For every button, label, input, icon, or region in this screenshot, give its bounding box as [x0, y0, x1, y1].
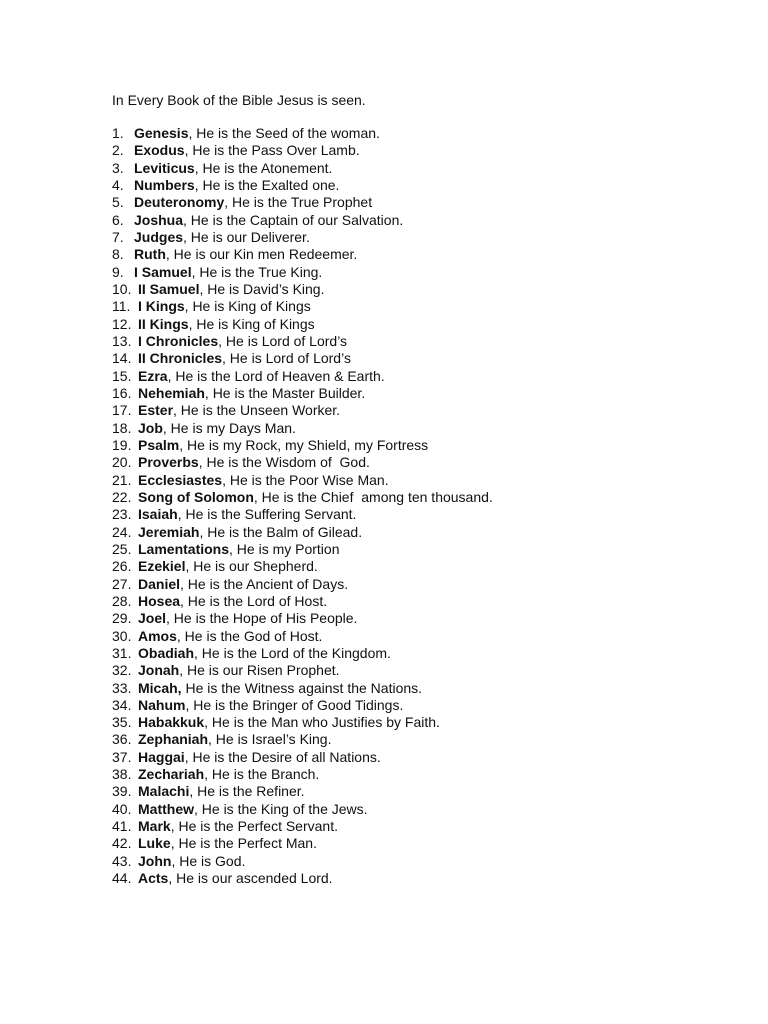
book-name: Nahum: [138, 696, 186, 713]
item-number: 15.: [112, 367, 132, 384]
book-description: , He is the True King.: [191, 263, 323, 280]
book-description: , He is the Exalted one.: [194, 176, 340, 193]
book-name: Hosea: [138, 592, 181, 609]
item-number: 7.: [112, 228, 124, 245]
book-name: Deuteronomy: [134, 194, 225, 211]
list-item: [112, 541, 752, 558]
list-item: [112, 420, 752, 437]
item-number: 28.: [112, 592, 132, 609]
book-name: Malachi: [138, 783, 190, 800]
book-name: Matthew: [138, 800, 194, 817]
list-item: [112, 333, 752, 350]
book-name: Judges: [134, 228, 184, 245]
book-name: Exodus: [134, 142, 185, 159]
document-heading: In Every Book of the Bible Jesus is seen.: [112, 92, 366, 108]
book-description: , He is David’s King.: [199, 280, 325, 297]
item-number: 14.: [112, 350, 132, 367]
book-name: Habakkuk: [138, 714, 205, 731]
list-item: [112, 437, 752, 454]
book-name: Ezra: [138, 367, 168, 384]
book-name: Leviticus: [134, 159, 195, 176]
item-number: 27.: [112, 575, 132, 592]
book-name: Zechariah: [138, 766, 205, 783]
book-name: Ruth: [134, 246, 166, 263]
book-name: Jonah: [138, 662, 180, 679]
list-item: [112, 835, 752, 852]
item-number: 10.: [112, 280, 132, 297]
item-number: 2.: [112, 142, 124, 159]
book-name: Luke: [138, 835, 171, 852]
book-description: , He is our Deliverer.: [183, 228, 310, 245]
list-item: [112, 818, 752, 835]
list-item: [112, 246, 752, 263]
list-item: [112, 801, 752, 818]
item-number: 9.: [112, 263, 124, 280]
item-number: 38.: [112, 766, 132, 783]
book-name: Nehemiah: [138, 384, 205, 401]
item-number: 39.: [112, 783, 132, 800]
item-number: 23.: [112, 506, 132, 523]
book-name: Genesis: [134, 125, 189, 141]
list-item: [112, 680, 752, 697]
book-description: , He is the King of the Jews.: [194, 800, 368, 817]
book-name: I Chronicles: [138, 332, 219, 349]
book-name: Ecclesiastes: [138, 471, 223, 488]
item-number: 1.: [112, 125, 124, 141]
book-list: [112, 125, 752, 887]
book-description: , He is my Rock, my Shield, my Fortress: [179, 436, 429, 453]
list-item: [112, 524, 752, 541]
book-description: He is the Witness against the Nations.: [181, 679, 423, 696]
item-number: 35.: [112, 714, 132, 731]
list-item: [112, 298, 752, 315]
list-item: [112, 281, 752, 298]
document-page: [112, 91, 752, 887]
item-number: 40.: [112, 800, 132, 817]
item-number: 6.: [112, 211, 124, 228]
list-item: [112, 697, 752, 714]
item-number: 26.: [112, 558, 132, 575]
book-description: , He is the Perfect Servant.: [170, 818, 338, 835]
item-number: 13.: [112, 332, 132, 349]
book-description: , He is our ascended Lord.: [168, 870, 333, 887]
book-description: , He is my Portion: [229, 540, 340, 557]
book-description: , He is the Chief among ten thousand.: [253, 488, 493, 505]
book-description: , He is the Lord of the Kingdom.: [194, 644, 391, 661]
book-description: , He is our Shepherd.: [185, 558, 318, 575]
list-item: [112, 628, 752, 645]
list-item: [112, 489, 752, 506]
book-description: , He is the Desire of all Nations.: [184, 748, 381, 765]
item-number: 24.: [112, 523, 132, 540]
book-description: , He is King of Kings: [184, 298, 311, 315]
book-name: I Kings: [138, 298, 185, 315]
book-description: , He is the Hope of His People.: [166, 610, 358, 627]
book-description: , He is Lord of Lord’s: [218, 332, 348, 349]
book-description: , He is the Wisdom of God.: [198, 454, 370, 471]
item-number: 43.: [112, 852, 132, 869]
list-item: [112, 316, 752, 333]
book-name: II Kings: [138, 315, 189, 332]
book-description: , He is the True Prophet: [224, 194, 373, 211]
list-item: [112, 402, 752, 419]
list-item: [112, 194, 752, 211]
book-description: , He is the Man who Justifies by Faith.: [204, 714, 440, 731]
list-item: [112, 766, 752, 783]
item-number: 33.: [112, 679, 132, 696]
book-description: , He is the Bringer of Good Tidings.: [185, 696, 404, 713]
item-number: 4.: [112, 176, 124, 193]
list-item: [112, 125, 752, 142]
item-number: 34.: [112, 696, 132, 713]
list-item: [112, 853, 752, 870]
list-item: [112, 385, 752, 402]
item-number: 11.: [112, 298, 131, 315]
book-description: , He is the Branch.: [204, 766, 320, 783]
book-description: , He is the Perfect Man.: [170, 835, 317, 852]
book-description: , He is the Lord of Host.: [180, 592, 328, 609]
list-item: [112, 593, 752, 610]
item-number: 18.: [112, 419, 132, 436]
book-description: , He is Israel’s King.: [208, 731, 332, 748]
book-description: , He is our Kin men Redeemer.: [165, 246, 358, 263]
list-item: [112, 576, 752, 593]
book-name: Haggai: [138, 748, 185, 765]
list-item: [112, 177, 752, 194]
book-description: , He is the Master Builder.: [204, 384, 366, 401]
item-number: 8.: [112, 246, 124, 263]
item-number: 37.: [112, 748, 132, 765]
book-name: Obadiah: [138, 644, 195, 661]
item-number: 42.: [112, 835, 132, 852]
book-name: Song of Solomon: [138, 488, 254, 505]
book-name: Zephaniah: [138, 731, 209, 748]
list-item: [112, 472, 752, 489]
book-description: , He is my Days Man.: [162, 419, 296, 436]
book-name: Mark: [138, 818, 171, 835]
item-number: 20.: [112, 454, 132, 471]
item-number: 31.: [112, 644, 132, 661]
list-item: [112, 264, 752, 281]
list-item: [112, 142, 752, 159]
list-item: [112, 783, 752, 800]
list-item: [112, 645, 752, 662]
item-number: 25.: [112, 540, 132, 557]
book-name: Daniel: [138, 575, 181, 592]
item-number: 16.: [112, 384, 132, 401]
book-description: , He is the Captain of our Salvation.: [183, 211, 404, 228]
list-item: [112, 731, 752, 748]
book-name: Jeremiah: [138, 523, 200, 540]
book-description: , He is our Risen Prophet.: [179, 662, 340, 679]
book-name: Acts: [138, 870, 169, 887]
book-name: Numbers: [134, 176, 195, 193]
list-item: [112, 506, 752, 523]
book-name: II Samuel: [138, 280, 200, 297]
book-name: Ester: [138, 402, 174, 419]
item-number: 22.: [112, 488, 132, 505]
item-number: 5.: [112, 194, 124, 211]
book-name: I Samuel: [134, 263, 192, 280]
book-name: Proverbs: [138, 454, 199, 471]
list-item: [112, 368, 752, 385]
list-item: [112, 160, 752, 177]
book-name: Job: [138, 419, 163, 436]
book-description: , He is Lord of Lord’s: [222, 350, 351, 367]
book-name: Ezekiel: [138, 558, 186, 575]
list-item: [112, 714, 752, 731]
book-name: Lamentations: [138, 540, 230, 557]
book-description: , He is the Unseen Worker.: [173, 402, 341, 419]
item-number: 30.: [112, 627, 132, 644]
book-description: , He is God.: [171, 852, 246, 869]
list-item: [112, 749, 752, 766]
list-item: [112, 662, 752, 679]
book-description: , He is the Lord of Heaven & Earth.: [167, 367, 385, 384]
book-name: Amos: [138, 627, 177, 644]
book-description: , He is the Atonement.: [194, 159, 333, 176]
item-number: 19.: [112, 436, 132, 453]
book-name: II Chronicles: [138, 350, 223, 367]
book-name: John: [138, 852, 172, 869]
item-number: 21.: [112, 471, 132, 488]
book-name: Isaiah: [138, 506, 178, 523]
list-item: [112, 350, 752, 367]
book-description: , He is the God of Host.: [176, 627, 323, 644]
book-description: , He is the Ancient of Days.: [180, 575, 349, 592]
book-description: , He is King of Kings: [188, 315, 315, 332]
book-description: , He is the Balm of Gilead.: [199, 523, 363, 540]
item-number: 17.: [112, 402, 132, 419]
list-item: [112, 610, 752, 627]
book-description: , He is the Seed of the woman.: [188, 125, 380, 141]
book-description: , He is the Suffering Servant.: [177, 506, 357, 523]
list-item: [112, 229, 752, 246]
book-description: , He is the Refiner.: [189, 783, 305, 800]
book-name: Psalm: [138, 436, 180, 453]
book-name: Joshua: [134, 211, 184, 228]
item-number: 41.: [112, 818, 132, 835]
book-description: , He is the Poor Wise Man.: [222, 471, 389, 488]
list-item: [112, 870, 752, 887]
book-name: Joel: [138, 610, 167, 627]
book-name: Micah,: [138, 679, 182, 696]
book-description: , He is the Pass Over Lamb.: [184, 142, 360, 159]
item-number: 36.: [112, 731, 132, 748]
item-number: 44.: [112, 870, 132, 887]
list-item: [112, 454, 752, 471]
list-item: [112, 558, 752, 575]
item-number: 29.: [112, 610, 132, 627]
list-item: [112, 212, 752, 229]
item-number: 3.: [112, 159, 124, 176]
item-number: 32.: [112, 662, 132, 679]
item-number: 12.: [112, 315, 132, 332]
